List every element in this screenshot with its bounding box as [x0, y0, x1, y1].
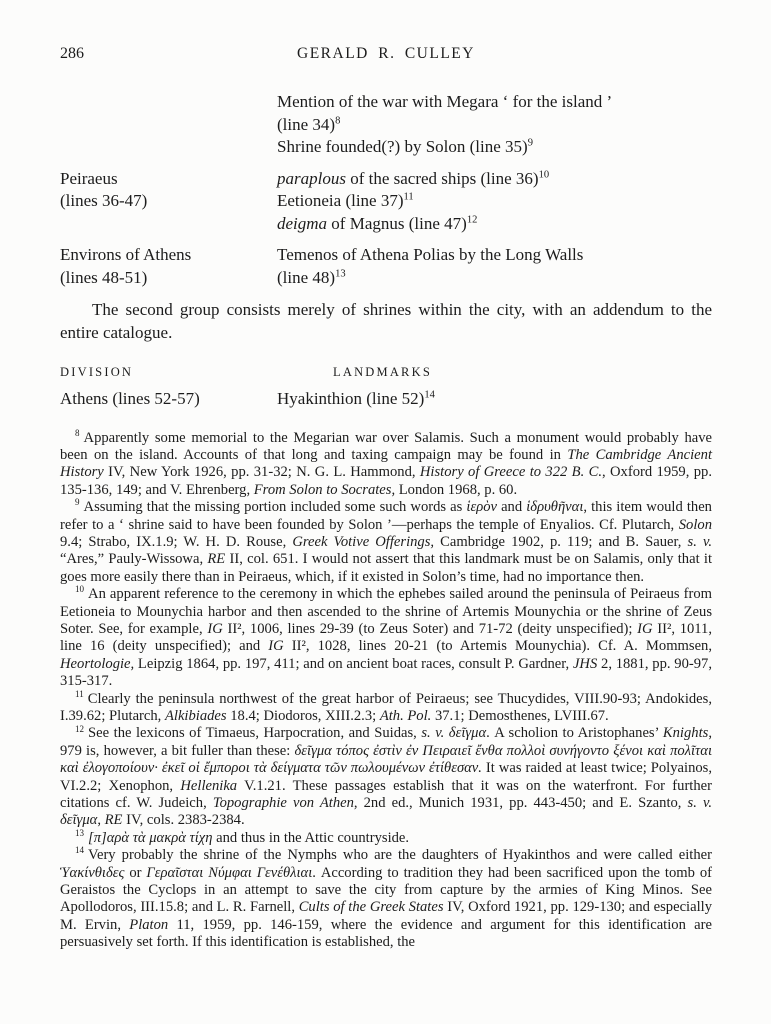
footnote	[60, 847, 712, 951]
landmark-cell	[277, 388, 712, 411]
footnote	[60, 725, 712, 829]
text-run: See the lexicons of Timaeus, Harpocration, and Suidas,	[88, 725, 422, 742]
body-paragraph: The second group consists merely of shrines within the city, with an addendum to the entire catalogue.	[60, 300, 712, 342]
text-run: , Oxford 1959, pp. 135-136, 149; and V. Ehrenberg,	[60, 464, 712, 498]
division-cell	[60, 168, 277, 236]
italic-text: s. v.	[687, 795, 712, 812]
division-line: Environs of Athens	[60, 245, 192, 264]
text-run: IV, cols. 2383-2384.	[122, 812, 245, 829]
text-run: An apparent reference to the ceremony in which the ephebes sailed around the peninsula of Peiraeus from Eetioneia to Mounychia harbor and then ascended to the shrine of Artemis Mounychia or the shrine of Zeus Soter. See, for example,	[60, 586, 712, 637]
text-run: II², 1028, lines 20-21 (to Artemis Mounychia). Cf. A. Mommsen,	[283, 638, 712, 655]
italic-text: Hellenika	[180, 777, 238, 794]
text-run: It was raided at least twice; Polyainos, VI.2.2; Xenophon,	[60, 760, 712, 794]
footnote-number: 13	[75, 827, 85, 838]
landmark-line	[277, 168, 712, 191]
text-run: Apparently some memorial to the Megarian war over Salamis. Such a monument would probably have been on the island. Accounts of that long and taxing campaign may be found in	[60, 429, 712, 463]
italic-text: s. v.	[687, 533, 712, 550]
italic-text: RE	[104, 812, 123, 829]
greek-text: ἱδρυθῆναι	[526, 499, 584, 516]
italic-text: Platon	[129, 916, 169, 933]
footnote-number: 14	[75, 845, 85, 856]
italic-text: Greek Votive Offerings,	[292, 533, 435, 550]
text-run: II², 1006, lines 29-39 (to Zeus Soter) and 71-72 (deity unspecified);	[222, 620, 638, 637]
text-run: London 1968, p. 60.	[395, 481, 518, 498]
text-run: Eetioneia (line 37)	[277, 191, 404, 210]
text-run: , this item would then refer to a ‘ shrine said to have been founded by Solon ’—perhaps the temple of Enyalios. Cf. Plutarch,	[60, 499, 712, 533]
text-run: Very probably the shrine of the Nymphs who are the daughters of Hyakinthos and were called either	[88, 847, 712, 864]
italic-text: paraplous	[277, 168, 346, 188]
footnote	[60, 827, 712, 847]
text-run: Shrine founded(?) by Solon (line 35)	[277, 137, 528, 156]
text-run: 2, 1881, pp. 90-97, 315-317.	[60, 655, 712, 690]
text-run: 37.1; Demosthenes, LVIII.67.	[431, 708, 609, 724]
landmark-line	[277, 91, 712, 114]
text-run: Leipzig 1864, pp. 197, 411; and on ancient boat races, consult P. Gardner,	[134, 655, 573, 672]
division-cell	[60, 91, 277, 159]
text-run: of the sacred ships (line 36)	[345, 168, 539, 188]
footnote-ref: 10	[538, 168, 550, 180]
italic-text: The Cambridge Ancient History	[60, 446, 712, 481]
text-run: “Ares,” Pauly-Wissowa,	[60, 551, 208, 568]
division-cell: Athens (lines 52-57)	[60, 389, 200, 408]
italic-text: JHS	[572, 655, 598, 672]
landmark-line	[277, 136, 712, 159]
greek-text: δεῖγμα τόπος ἐστὶν ἐν Πειραιεῖ ἔνθα πολλοὶ συνήγοντο ξένοι καὶ πολῖται καὶ ἐλογοποίουν· ἐκεῖ οἱ ἔμποροι τὰ δείγματα τῶν πωλουμένων ἐτίθεσαν.	[60, 742, 712, 777]
catalogue-row	[60, 244, 712, 289]
italic-text: History of Greece to 322 B. C.	[419, 464, 602, 481]
text-run: Hyakinthion (line 52)	[277, 389, 425, 408]
catalogue-row	[60, 168, 712, 236]
footnote-ref: 8	[335, 114, 341, 126]
greek-text: δεῖγμα	[448, 725, 487, 742]
division-cell	[60, 244, 277, 289]
text-run: 11, 1959, pp. 146-159, where the evidence and argument for this identification are persuasively set forth. If this identification is established, the	[60, 916, 712, 951]
table-header-row	[60, 365, 712, 380]
footnote-number: 9	[75, 497, 80, 508]
page-number: 286	[60, 45, 84, 62]
catalogue-table	[60, 91, 712, 289]
text-run: IV, Oxford 1921, pp. 129-130; and especially M. Ervin,	[60, 899, 712, 933]
page-content	[60, 0, 712, 952]
italic-text: Heortologie,	[60, 655, 135, 672]
footnote-number: 10	[75, 584, 85, 595]
landmarks-cell	[277, 244, 712, 289]
text-run: IV, New York 1926, pp. 31-32; N. G. L. Hammond,	[103, 464, 420, 481]
landmarks-column-header: LANDMARKS	[333, 365, 432, 379]
greek-text: Ὑακίνθιδες	[60, 864, 125, 881]
italic-text: Alkibiades	[164, 708, 227, 724]
text-run: of Magnus (line 47)	[327, 213, 467, 233]
greek-text: δεῖγμα	[60, 812, 98, 829]
text-run: 18.4; Diodoros, XIII.2.3;	[226, 708, 380, 724]
italic-text: Solon	[678, 516, 712, 533]
text-run: V.1.21. These passages establish that it was on the waterfront. For further citations cf. W. Judeich,	[60, 777, 712, 812]
text-run: or	[124, 864, 147, 881]
italic-text: RE	[207, 551, 226, 568]
italic-text: IG	[637, 620, 653, 637]
greek-text: Γεραῖσται Νύμφαι Γενέθλιαι	[146, 864, 313, 881]
division-column-header: DIVISION	[60, 365, 134, 379]
text-run: , 2nd ed., Munich 1931, pp. 443-450; and E. Szanto,	[353, 795, 688, 812]
text-run: Assuming that the missing portion included some such words as	[83, 499, 467, 516]
landmark-line	[277, 213, 712, 236]
text-run: , 979 is, however, a bit fuller than these:	[60, 725, 712, 759]
footnote-number: 12	[75, 723, 85, 734]
landmarks-cell	[277, 91, 712, 159]
running-head: GERALD R. CULLEY	[297, 45, 475, 62]
text-run: and thus in the Attic countryside.	[212, 829, 410, 846]
footnote-ref: 14	[424, 389, 435, 401]
footnote-number: 8	[75, 427, 80, 438]
italic-text: s. v.	[421, 725, 445, 742]
footnote	[60, 688, 712, 726]
italic-text: deigma	[277, 213, 328, 233]
text-run: Clearly the peninsula northwest of the great harbor of Peiraeus; see Thucydides, VIII.90-93; Andokides, I.39.62; Plutarch,	[60, 690, 712, 724]
division-line: Peiraeus	[60, 168, 118, 188]
footnote	[60, 427, 712, 500]
landmark-line	[277, 114, 712, 137]
text-run: (line 48)	[277, 267, 336, 287]
italic-text: Topographie von Athen	[212, 795, 354, 812]
text-run: II², 1011, line 16 (deity unspecified); and	[60, 620, 713, 655]
italic-text: IG	[268, 638, 284, 655]
footnote-ref: 13	[335, 267, 346, 279]
footnote	[60, 499, 712, 586]
text-run: (line 34)	[277, 114, 336, 134]
italic-text: Knights	[662, 725, 709, 742]
greek-text: ἱερὸν	[466, 499, 497, 516]
text-run: ,	[97, 812, 105, 829]
text-run: II, col. 651. I would not assert that this landmark must be on Salamis, only that it goes more easily there than in Peiraeus, which, if it existed in Solon’s time, had no importance then.	[60, 551, 713, 585]
text-run: Temenos of Athena Polias by the Long Walls	[277, 245, 584, 264]
italic-text: Cults of the Greek States	[298, 899, 444, 916]
footnote-ref: 9	[527, 137, 533, 149]
text-run: . According to tradition they had been sacrificed upon the tomb of Geraistos the Cyclops in an attempt to save the city from capture by the armies of King Minos. See Apollodoros, III.15.8; and L. R. Farnell,	[60, 864, 712, 916]
text-run: Mention of the war with Megara ‘ for the island ’	[277, 92, 613, 111]
text-run: Cambridge 1902, p. 119; and B. Sauer,	[434, 533, 688, 550]
italic-text: From Solon to Socrates,	[253, 481, 396, 498]
landmark-line	[277, 244, 712, 267]
landmarks-cell	[277, 168, 712, 236]
greek-text: [π]αρὰ τὰ μακρὰ τίχη	[88, 829, 213, 846]
footnote-ref: 12	[466, 213, 478, 225]
catalogue-row	[60, 91, 712, 159]
landmark-line	[277, 190, 712, 213]
italic-text: IG	[207, 620, 223, 637]
footnote-ref: 11	[403, 191, 414, 203]
division-table-rows	[60, 388, 712, 411]
landmark-line	[277, 267, 712, 290]
text-run: . A scholion to Aristophanes’	[486, 725, 663, 742]
page-header	[60, 0, 712, 67]
footnote	[60, 586, 712, 690]
division-line: (lines 36-47)	[60, 191, 148, 210]
footnote-number: 11	[75, 688, 84, 699]
text-run: 9.4; Strabo, IX.1.9; W. H. D. Rouse,	[60, 533, 293, 550]
italic-text: Ath. Pol.	[379, 708, 432, 724]
division-line: (lines 48-51)	[60, 267, 148, 287]
footnotes-section	[60, 427, 713, 952]
division-landmarks-table	[60, 365, 712, 411]
division-table-row	[60, 388, 712, 411]
text-run: and	[497, 499, 527, 516]
